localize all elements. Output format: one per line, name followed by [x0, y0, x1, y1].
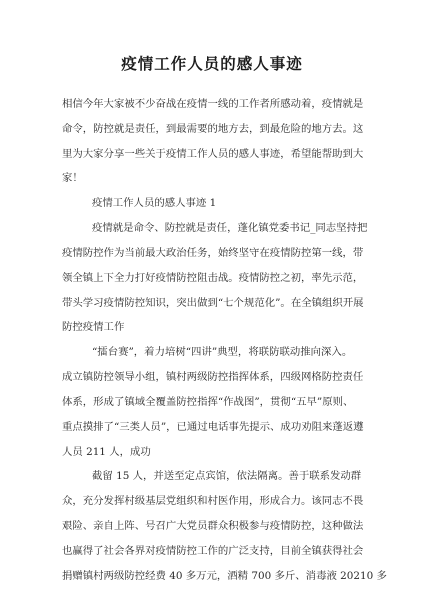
- body-line-11: “擂台赛”，着力培树“四讲”典型，将联防联动推向深入。: [92, 346, 353, 358]
- body-line-14: 重点摸排了“三类人员”，已通过电话事先提示、成功劝阻来蓬返遵: [62, 421, 364, 433]
- section-heading: 疫情工作人员的感人事迹 1: [92, 197, 217, 209]
- body-line-17: 众，充分发挥村级基层党组织和村医作用，形成合力。该同志不畏: [62, 495, 364, 507]
- body-line-6: 疫情就是命令、防控就是责任，蓬化镇党委书记_同志坚持把: [92, 222, 368, 234]
- body-line-9: 带头学习疫情防控知识，突出做到“七个规范化”。在全镇组织开展: [62, 297, 364, 309]
- body-line-8: 领全镇上下全力打好疫情防控阻击战。疫情防控之初，率先示范，: [62, 272, 364, 284]
- body-line-19: 也赢得了社会各界对疫情防控工作的广泛支持，目前全镇获得社会: [62, 545, 364, 557]
- document-title: 疫情工作人员的感人事迹: [121, 54, 303, 73]
- body-line-1: 相信今年大家被不少奋战在疫情一线的工作者所感动着，疫情就是: [62, 98, 364, 110]
- body-line-3: 里为大家分享一些关于疫情工作人员的感人事迹，希望能帮助到大: [62, 148, 364, 160]
- body-line-13: 体系，形成了镇域全覆盖防控指挥“作战图”，贯彻“五早”原则、: [62, 396, 354, 408]
- body-line-16: 截留 15 人，并送至定点宾馆，依法隔离。善于联系发动群: [92, 470, 362, 482]
- body-line-10: 防控疫情工作: [62, 321, 125, 333]
- body-line-15: 人员 211 人，成功: [62, 446, 151, 458]
- body-line-12: 成立镇防控领导小组，镇村两级防控指挥体系，四级网格防控责任: [62, 371, 364, 383]
- body-line-2: 命令，防控就是责任，到最需要的地方去，到最危险的地方去。这: [62, 123, 364, 135]
- body-line-18: 艰险、亲自上阵、号召广大党员群众积极参与疫情防控，这种做法: [62, 520, 364, 532]
- body-line-20: 捐赠镇村两级防控经费 40 多万元，酒精 700 多斤、消毒液 20210 多: [62, 570, 387, 582]
- body-line-7: 疫情防控作为当前最大政治任务，始终坚守在疫情防控第一线，带: [62, 247, 364, 259]
- body-line-4: 家！: [62, 172, 83, 184]
